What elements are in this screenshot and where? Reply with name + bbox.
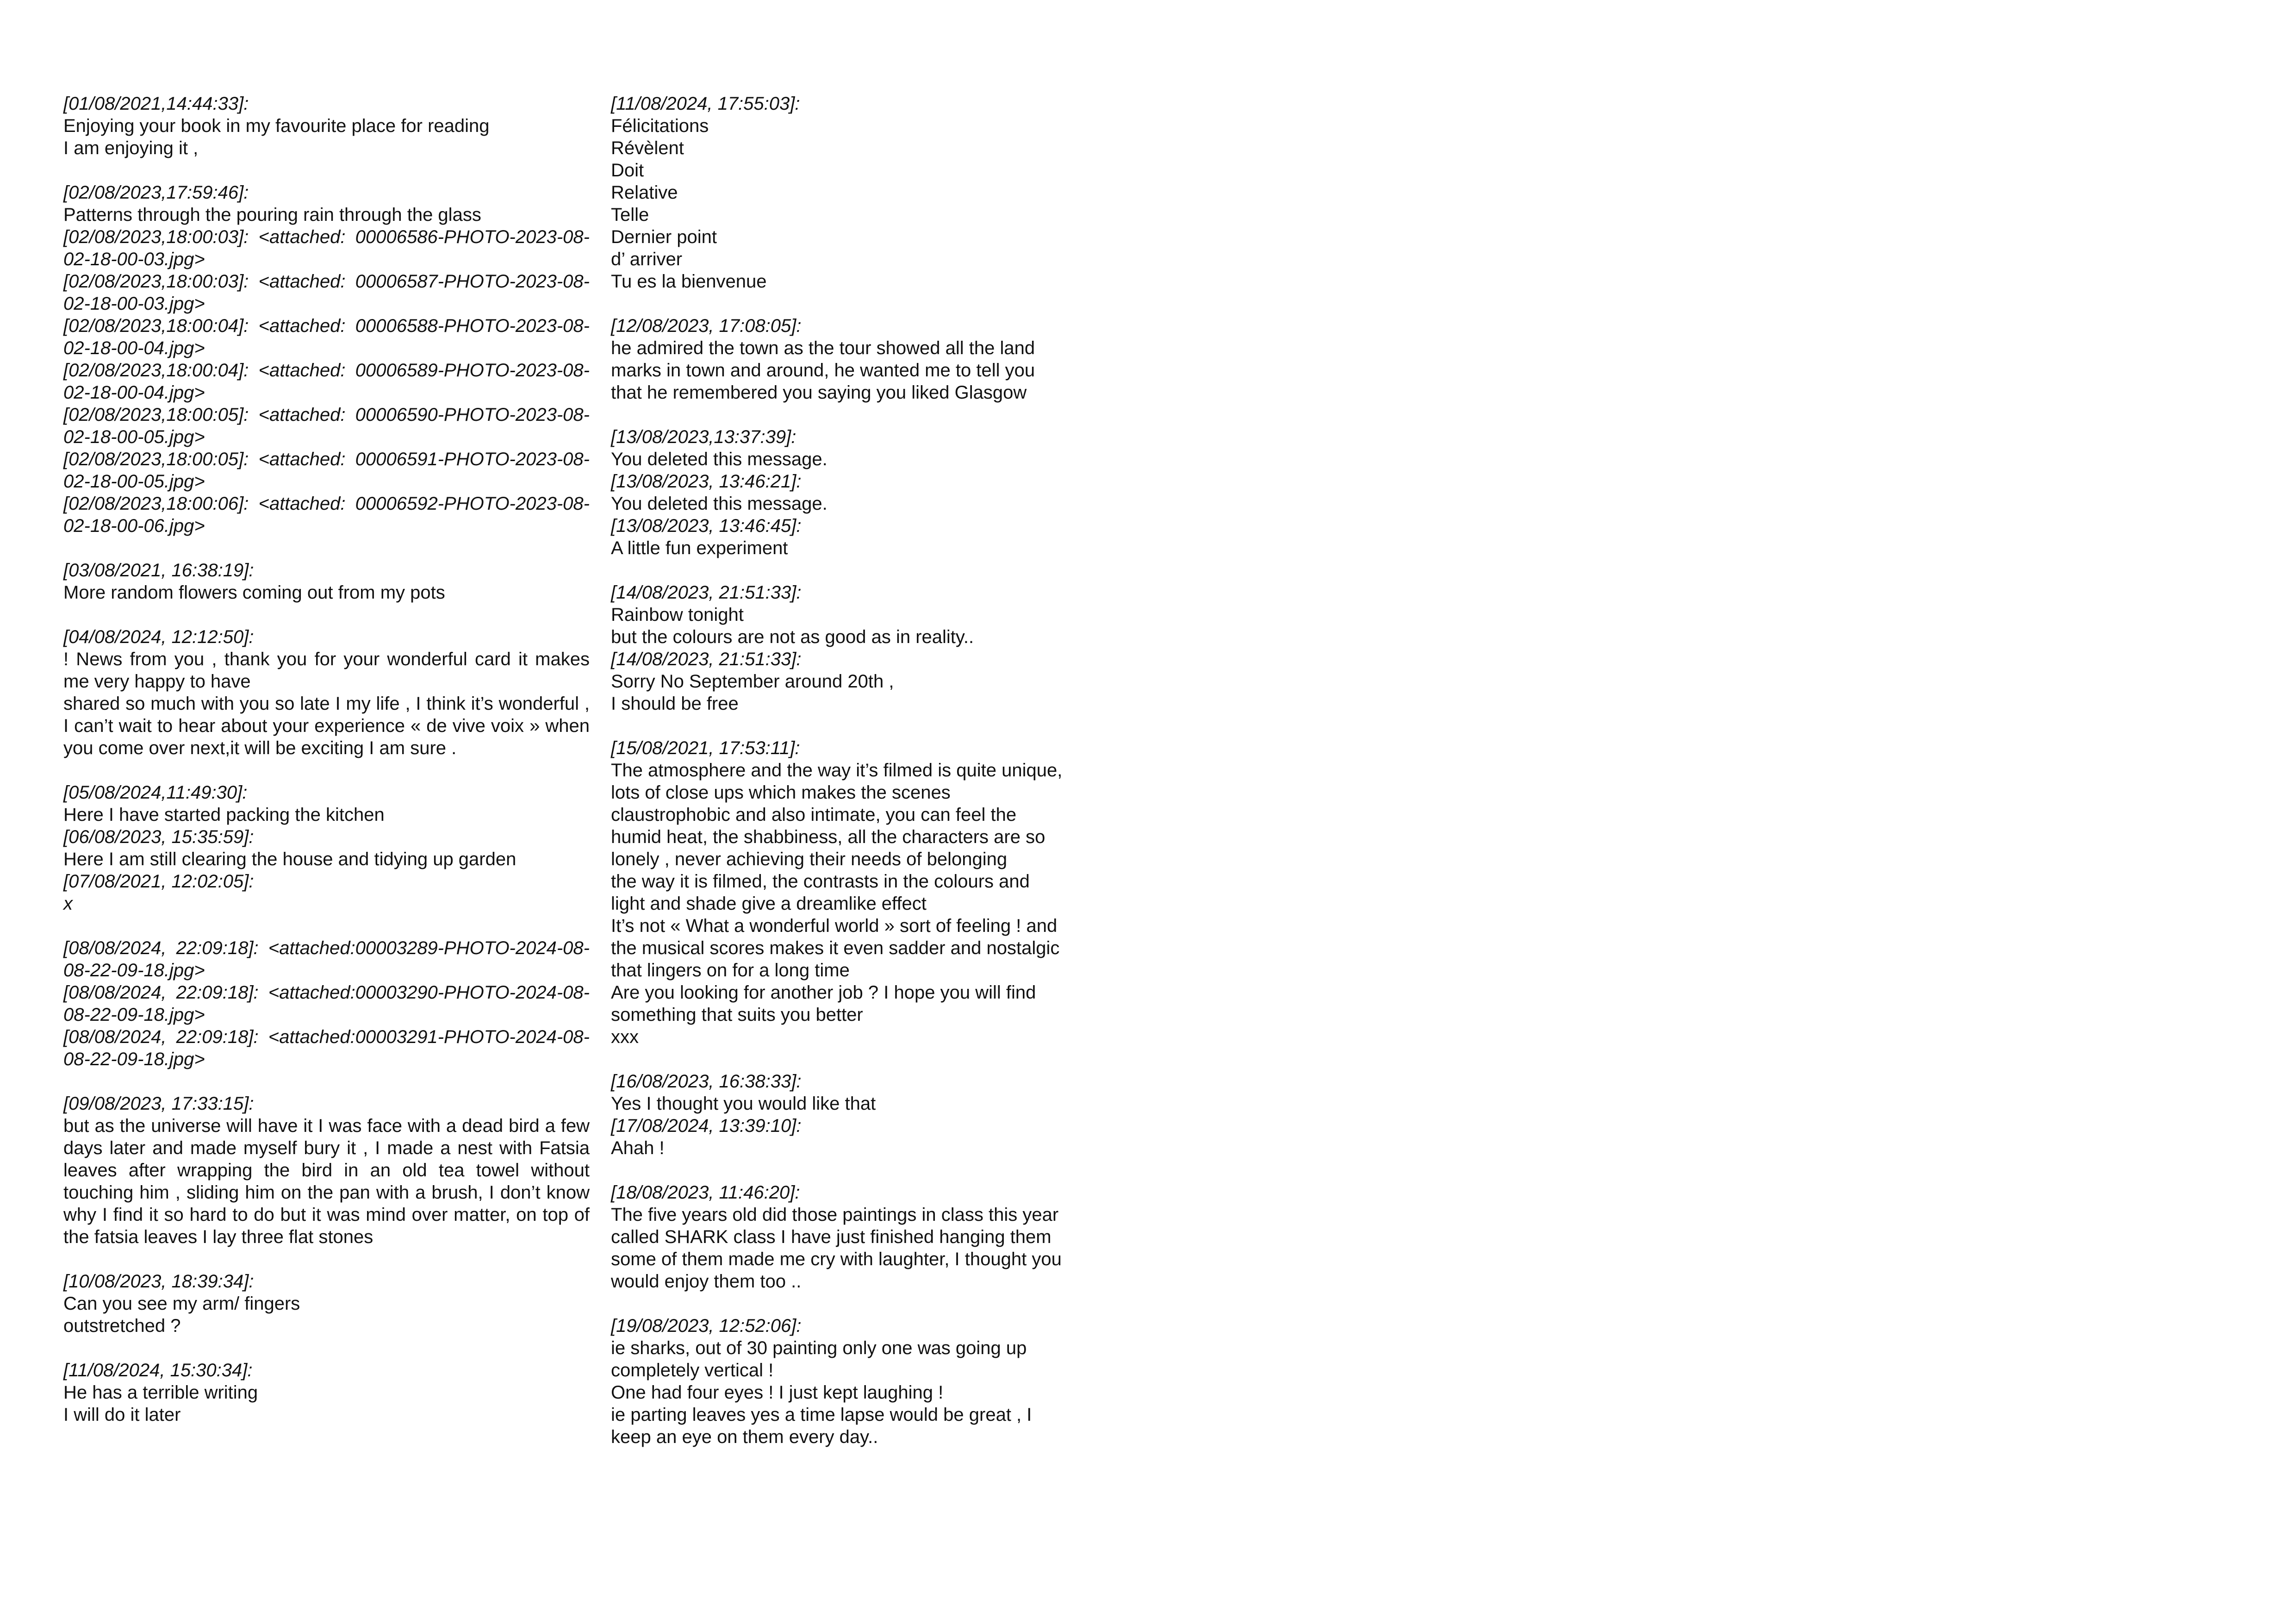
- chat-message: [63, 1359, 590, 1426]
- message-text: You deleted this message.: [611, 449, 828, 469]
- message-group: [63, 781, 590, 915]
- message-text: I should be free: [611, 693, 739, 714]
- message-text: that he remembered you saying you liked Glasgow: [611, 382, 1027, 403]
- message-text: I am enjoying it ,: [63, 138, 199, 158]
- message-text: the musical scores makes it even sadder and nostalgic: [611, 938, 1060, 958]
- chat-message: [63, 559, 590, 604]
- message-text: Enjoying your book in my favourite place for reading: [63, 116, 490, 136]
- message-group: [611, 737, 1137, 1048]
- attachment-message: [63, 981, 590, 1026]
- message-timestamp: [15/08/2021, 17:53:11]:: [611, 738, 800, 758]
- attachment-line: [02/08/2023,18:00:05]: <attached: 00006591-PHOTO-2023-08-02-18-00-05.jpg>: [63, 449, 590, 492]
- message-group: [63, 1093, 590, 1248]
- message-timestamp: [11/08/2024, 15:30:34]:: [63, 1360, 253, 1380]
- message-text: marks in town and around, he wanted me to tell you: [611, 360, 1035, 381]
- message-text: Rainbow tonight: [611, 605, 744, 625]
- message-text: x: [63, 893, 73, 914]
- message-text: ie parting leaves yes a time lapse would be great , I: [611, 1405, 1032, 1425]
- message-text: keep an eye on them every day..: [611, 1427, 878, 1447]
- chat-message: [611, 93, 1137, 293]
- message-text: Tu es la bienvenue: [611, 271, 767, 292]
- message-timestamp: [16/08/2023, 16:38:33]:: [611, 1071, 802, 1092]
- chat-message: [63, 93, 590, 159]
- message-text: I will do it later: [63, 1405, 181, 1425]
- message-timestamp: [19/08/2023, 12:52:06]:: [611, 1316, 802, 1336]
- message-text: lots of close ups which makes the scenes: [611, 782, 951, 803]
- chat-message: [63, 826, 590, 870]
- attachment-line: [02/08/2023,18:00:05]: <attached: 00006590-PHOTO-2023-08-02-18-00-05.jpg>: [63, 405, 590, 447]
- message-text: Yes I thought you would like that: [611, 1093, 876, 1114]
- message-timestamp: [13/08/2023,13:37:39]:: [611, 427, 796, 447]
- message-text: that lingers on for a long time: [611, 960, 850, 981]
- message-text: Dernier point: [611, 227, 717, 247]
- message-timestamp: [11/08/2024, 17:55:03]:: [611, 94, 800, 114]
- message-timestamp: [10/08/2023, 18:39:34]:: [63, 1271, 254, 1292]
- attachment-message: [63, 1026, 590, 1070]
- message-timestamp: [03/08/2021, 16:38:19]:: [63, 560, 254, 581]
- attachment-line: [02/08/2023,18:00:03]: <attached: 00006587-PHOTO-2023-08-02-18-00-03.jpg>: [63, 271, 590, 314]
- chat-message: [611, 581, 1137, 648]
- chat-message: [611, 1181, 1137, 1293]
- message-text: outstretched ?: [63, 1316, 181, 1336]
- message-timestamp: [09/08/2023, 17:33:15]:: [63, 1093, 254, 1114]
- message-text: would enjoy them too ..: [611, 1271, 802, 1292]
- message-group: [63, 626, 590, 759]
- message-text: claustrophobic and also intimate, you can feel the: [611, 805, 1017, 825]
- right-column: [611, 93, 1137, 1470]
- message-text: The five years old did those paintings in class this year: [611, 1205, 1059, 1225]
- attachment-line: [02/08/2023,18:00:03]: <attached: 00006586-PHOTO-2023-08-02-18-00-03.jpg>: [63, 227, 590, 269]
- chat-message: [611, 1115, 1137, 1159]
- message-text: He has a terrible writing: [63, 1382, 258, 1403]
- message-group: [611, 315, 1137, 404]
- message-timestamp: [06/08/2023, 15:35:59]:: [63, 827, 254, 847]
- message-text: The atmosphere and the way it’s filmed is quite unique,: [611, 760, 1063, 781]
- chat-message: [611, 426, 1137, 470]
- message-timestamp: [13/08/2023, 13:46:45]:: [611, 516, 802, 536]
- message-text: called SHARK class I have just finished hanging them: [611, 1227, 1052, 1247]
- message-group: [611, 1070, 1137, 1159]
- message-text: lonely , never achieving their needs of belonging: [611, 849, 1008, 869]
- message-group: [63, 1270, 590, 1337]
- message-text: Telle: [611, 205, 649, 225]
- message-text: Sorry No September around 20th ,: [611, 671, 894, 692]
- message-group: [63, 559, 590, 604]
- message-text: shared so much with you so late I my life , I think it’s wonderful , I can’t wait to hear about your experience « de vive voix » when you come over next,it will be exciting I am sure .: [63, 693, 590, 758]
- chat-message: [611, 315, 1137, 404]
- message-timestamp: [12/08/2023, 17:08:05]:: [611, 316, 802, 336]
- message-timestamp: [04/08/2024, 12:12:50]:: [63, 627, 254, 647]
- chat-message: [611, 737, 1137, 1048]
- message-timestamp: [05/08/2024,11:49:30]:: [63, 782, 248, 803]
- chat-message: [611, 1070, 1137, 1115]
- message-text: You deleted this message.: [611, 493, 828, 514]
- message-text: he admired the town as the tour showed all the land: [611, 338, 1035, 358]
- message-text: but the colours are not as good as in reality..: [611, 627, 974, 647]
- attachment-message: [63, 937, 590, 981]
- message-timestamp: [13/08/2023, 13:46:21]:: [611, 471, 802, 492]
- message-text: humid heat, the shabbiness, all the characters are so: [611, 827, 1045, 847]
- message-text: Félicitations: [611, 116, 709, 136]
- message-text: something that suits you better: [611, 1005, 863, 1025]
- attachment-message: [63, 359, 590, 404]
- message-timestamp: [07/08/2021, 12:02:05]:: [63, 871, 254, 892]
- message-text: d’ arriver: [611, 249, 683, 269]
- message-text: One had four eyes ! I just kept laughing !: [611, 1382, 944, 1403]
- message-text: the way it is filmed, the contrasts in the colours and: [611, 871, 1030, 892]
- message-text: Patterns through the pouring rain through the glass: [63, 205, 481, 225]
- message-group: [611, 426, 1137, 559]
- message-group: [611, 93, 1137, 293]
- attachment-line: [08/08/2024, 22:09:18]: <attached:00003291-PHOTO-2024-08-08-22-09-18.jpg>: [63, 1027, 590, 1069]
- attachment-message: [63, 404, 590, 448]
- chat-message: [63, 181, 590, 226]
- chat-message: [63, 870, 590, 915]
- message-group: [611, 1315, 1137, 1448]
- chat-message: [611, 648, 1137, 715]
- message-text: Here I am still clearing the house and tidying up garden: [63, 849, 516, 869]
- message-group: [63, 181, 590, 537]
- message-text: It’s not « What a wonderful world » sort of feeling ! and: [611, 916, 1058, 936]
- message-text: Ahah !: [611, 1138, 665, 1158]
- message-group: [63, 937, 590, 1070]
- message-timestamp: [01/08/2021,14:44:33]:: [63, 94, 249, 114]
- message-text: Can you see my arm/ fingers: [63, 1293, 300, 1314]
- message-timestamp: [14/08/2023, 21:51:33]:: [611, 582, 802, 603]
- chat-message: [63, 626, 590, 759]
- message-text: light and shade give a dreamlike effect: [611, 893, 927, 914]
- attachment-line: [08/08/2024, 22:09:18]: <attached:00003289-PHOTO-2024-08-08-22-09-18.jpg>: [63, 938, 590, 981]
- attachment-line: [02/08/2023,18:00:04]: <attached: 00006588-PHOTO-2023-08-02-18-00-04.jpg>: [63, 316, 590, 358]
- message-group: [611, 1181, 1137, 1293]
- message-text: Relative: [611, 182, 678, 203]
- chat-message: [63, 1093, 590, 1248]
- chat-message: [611, 470, 1137, 515]
- message-text: completely vertical !: [611, 1360, 774, 1380]
- message-text: ie sharks, out of 30 painting only one was going up: [611, 1338, 1027, 1358]
- message-timestamp: [17/08/2024, 13:39:10]:: [611, 1116, 802, 1136]
- message-text: ! News from you , thank you for your wonderful card it makes me very happy to have: [63, 649, 590, 692]
- chat-message: [611, 1315, 1137, 1448]
- attachment-line: [02/08/2023,18:00:06]: <attached: 00006592-PHOTO-2023-08-02-18-00-06.jpg>: [63, 493, 590, 536]
- message-text: some of them made me cry with laughter, I thought you: [611, 1249, 1062, 1269]
- attachment-message: [63, 315, 590, 359]
- attachment-line: [08/08/2024, 22:09:18]: <attached:00003290-PHOTO-2024-08-08-22-09-18.jpg>: [63, 982, 590, 1025]
- chat-message: [611, 515, 1137, 559]
- message-text: Here I have started packing the kitchen: [63, 805, 385, 825]
- attachment-message: [63, 493, 590, 537]
- message-text: Doit: [611, 160, 644, 181]
- message-group: [611, 581, 1137, 715]
- message-timestamp: [14/08/2023, 21:51:33]:: [611, 649, 802, 669]
- message-group: [63, 93, 590, 159]
- message-group: [63, 1359, 590, 1426]
- attachment-message: [63, 270, 590, 315]
- message-text: Are you looking for another job ? I hope you will find: [611, 982, 1036, 1003]
- attachment-line: [02/08/2023,18:00:04]: <attached: 00006589-PHOTO-2023-08-02-18-00-04.jpg>: [63, 360, 590, 403]
- message-text: Révèlent: [611, 138, 684, 158]
- chat-message: [63, 1270, 590, 1337]
- attachment-message: [63, 448, 590, 493]
- message-text: More random flowers coming out from my pots: [63, 582, 445, 603]
- message-text: but as the universe will have it I was face with a dead bird a few days later and made myself bury it , I made a nest with Fatsia leaves after wrapping the bird in an old tea towel without touching him , sliding him on the pan with a brush, I don’t know why I find it so hard to do but it was mind over matter, on top of the fatsia leaves I lay three flat stones: [63, 1116, 590, 1247]
- left-column: [63, 93, 590, 1448]
- chat-message: [63, 781, 590, 826]
- attachment-message: [63, 226, 590, 270]
- message-text: xxx: [611, 1027, 639, 1047]
- message-text: A little fun experiment: [611, 538, 788, 558]
- message-timestamp: [18/08/2023, 11:46:20]:: [611, 1182, 800, 1203]
- message-timestamp: [02/08/2023,17:59:46]:: [63, 182, 249, 203]
